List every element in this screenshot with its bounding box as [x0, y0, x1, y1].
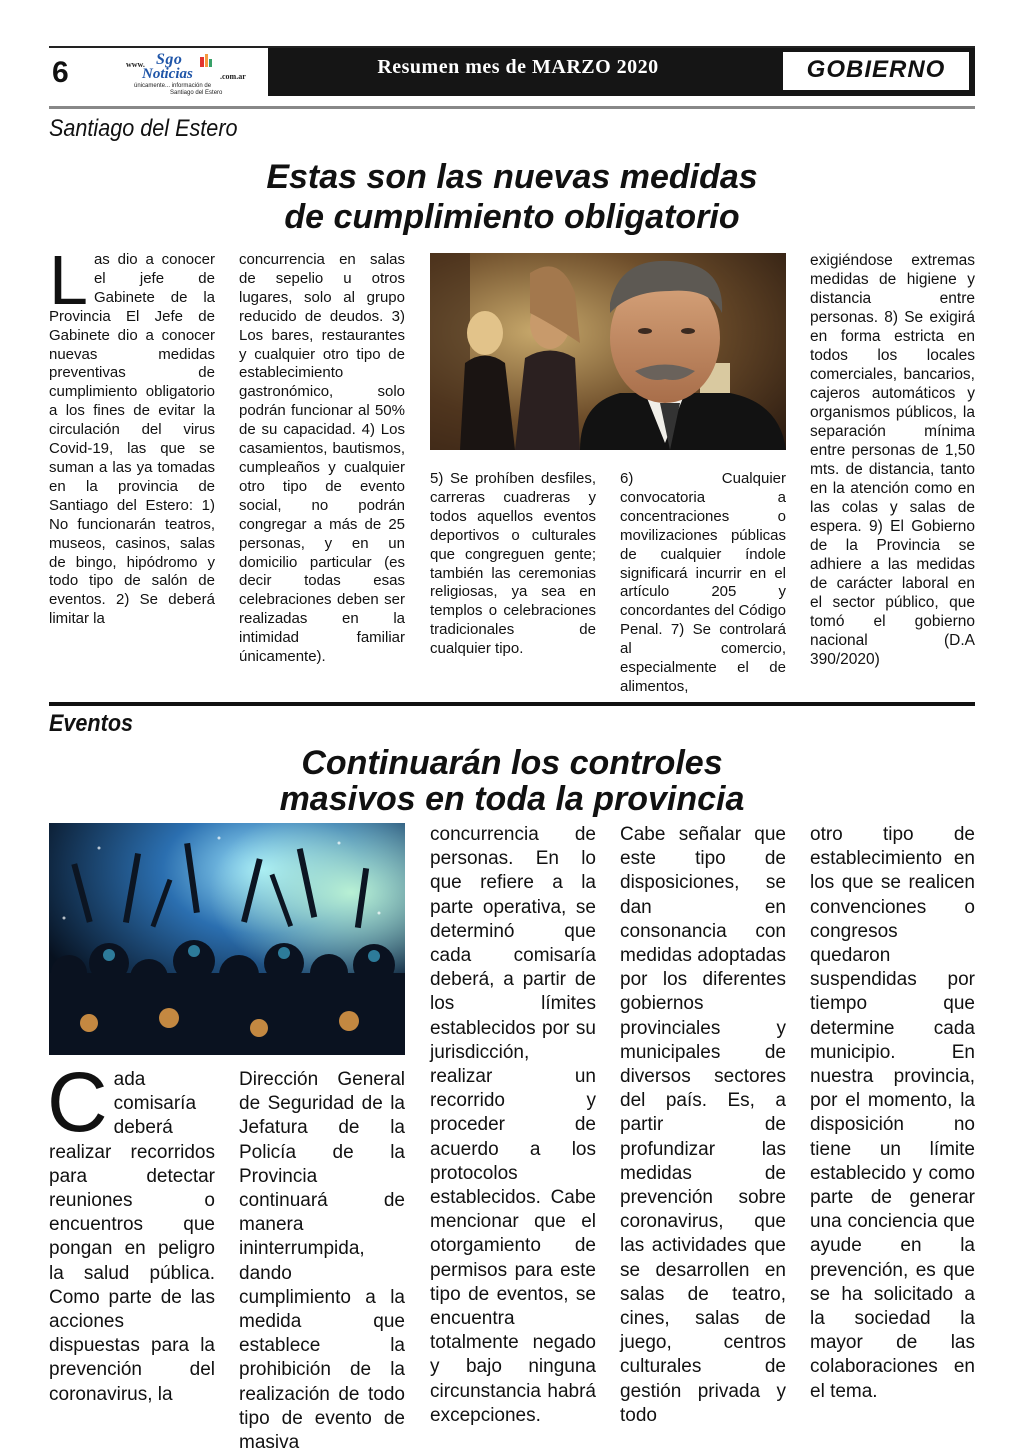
column-text: otro tipo de establecimiento en los que se realicen convenciones o congresos quedaron suspendidas por tiempo que determine cada municipio. En nuestra provincia, por el momento, la disposición no tiene un límite establecido y como parte de generar una conciencia que ayude en la prevención, es que se ha solicitado a la sociedad la mayor de las colaboraciones en el tema. [810, 824, 975, 1402]
column-text: as dio a conocer el jefe de Gabinete de la Provincia El Jefe de Gabinete dio a conocer nuevas medidas preventivas de cumplimiento obligatorio a los fines de evitar la circulación del virus Covid-19, las que se suman a las ya tomadas en la provincia de Santiago del Estero: 1) No funcionarán teatros, museos, casinos, salas de bingo, hipódromo y todo tipo de salón de eventos. 2) Se deberá limitar la [49, 251, 215, 628]
column-text: Dirección General de Seguridad de la Jefatura de la Policía de la Provincia continuará de manera ininterrumpida, dando cumplimiento a la medida que establece la prohibición de la realización de todo tipo de evento de masiva [239, 1069, 405, 1454]
logo-domain: .com.ar [220, 72, 246, 81]
article-column-4 [620, 470, 786, 695]
photo-portrait [430, 253, 786, 450]
logo-tagline-place: Santiago del Estero [170, 90, 223, 96]
article-title-line-1: Continuarán los controles [301, 744, 723, 782]
drop-cap: C [47, 1055, 108, 1149]
section-separator [49, 702, 975, 706]
article-column-2 [239, 1068, 405, 1454]
drop-cap: L [49, 241, 88, 319]
article-column-1 [49, 241, 215, 689]
logo-tagline: únicamente... información de [134, 83, 212, 89]
logo-noticias: Noticias [142, 66, 193, 82]
article-column-5 [810, 823, 975, 1408]
article-column-3 [430, 470, 596, 689]
article-title-line-2: masivos en toda la provincia [279, 780, 745, 818]
page-number: 6 [52, 56, 69, 89]
photo-party-crowd [49, 823, 405, 1055]
column-text: 5) Se prohíben desfiles, carreras cuadreras y todos aquellos eventos deportivos o culturales que congreguen gente; también las ceremonias religiosas, ya sea en templos o celebraciones tradicionales de cualquier tipo. [430, 470, 596, 658]
logo-sgo: Sgo [156, 51, 183, 68]
article-title-line-2: de cumplimiento obligatorio [284, 198, 740, 236]
column-text: ada comisaría deberá realizar recorridos para detectar reuniones o encuentros que pongan en peligro la salud pública. Como parte de las acciones dispuestas para la prevención del coronavirus, la [49, 1069, 215, 1405]
article-column-1 [47, 1055, 215, 1408]
section-label: Eventos [49, 710, 134, 737]
section-name: GOBIERNO [806, 56, 946, 83]
column-text: exigiéndose extremas medidas de higiene y distancia entre personas. 8) Se exigirá en forma estricta en todos los locales comerciales, bancarios, cajeros automáticos y organismos públicos, la separación mínima entre personas de 1,50 mts. de distancia, tanto en la atención como en las colas y salas de espera. 9) El Gobierno de la Provincia se adhiere a las medidas de carácter laboral en el sector público, que tomó el gobierno nacional (D.A 390/2020) [810, 252, 975, 668]
article-column-5 [810, 251, 975, 689]
logo-mark-icon [200, 53, 212, 67]
publication-logo [120, 50, 270, 96]
article-column-3 [430, 823, 596, 1426]
column-text: Cabe señalar que este tipo de disposiciones, se dan en consonancia con medidas adoptadas por los diferentes gobiernos provinciales y municipales de diversos sectores del país. Es, a partir de profundizar las medidas de prevención sobre coronavirus, que las actividades que se desarrollen en salas de teatro, cines, salas de juego, centros culturales de gestión privada y todo [620, 824, 786, 1426]
issue-title: Resumen mes de MARZO 2020 [377, 56, 659, 78]
section-label: Santiago del Estero [49, 115, 238, 142]
column-text: concurrencia de personas. En lo que refiere a la parte operativa, se determinó que cada comisaría deberá, a partir de los límites establecidos por su jurisdicción, realizar un recorrido y proceder de acuerdo a los protocolos establecidos. Cabe mencionar que el otorgamiento de permisos para este tipo de eventos, se encuentra totalmente negado y bajo ninguna circunstancia habrá excepciones. [430, 824, 596, 1426]
article-column-4 [620, 823, 786, 1426]
logo-www: www. [126, 60, 145, 69]
article-title-line-1: Estas son las nuevas medidas [266, 158, 758, 196]
header-bottom-rule [49, 106, 975, 109]
article-column-2 [239, 251, 405, 689]
article-photo-crowd [49, 823, 405, 1055]
column-text: concurrencia en salas de sepelio u otros lugares, solo al grupo reducido de deudos. 3) Los bares, restaurantes y cualquier otro tipo de establecimiento gastronómico, solo podrán funcionar al 50% de su capacidad. 4) Los casamientos, bautismos, cumpleaños y cualquier otro tipo de evento social, no podrán congregar a más de 25 personas, y en un domicilio particular (es decir todas esas celebraciones deben ser realizadas en la intimidad familiar únicamente). [239, 251, 405, 666]
article-photo-official [430, 253, 786, 450]
column-text: 6) Cualquier convocatoria a concentraciones o movilizaciones públicas de cualquier índole significará incurrir en el artículo 205 y concordantes del Código Penal. 7) Se controlará al comercio, especialmente el de alimentos, [620, 470, 786, 695]
